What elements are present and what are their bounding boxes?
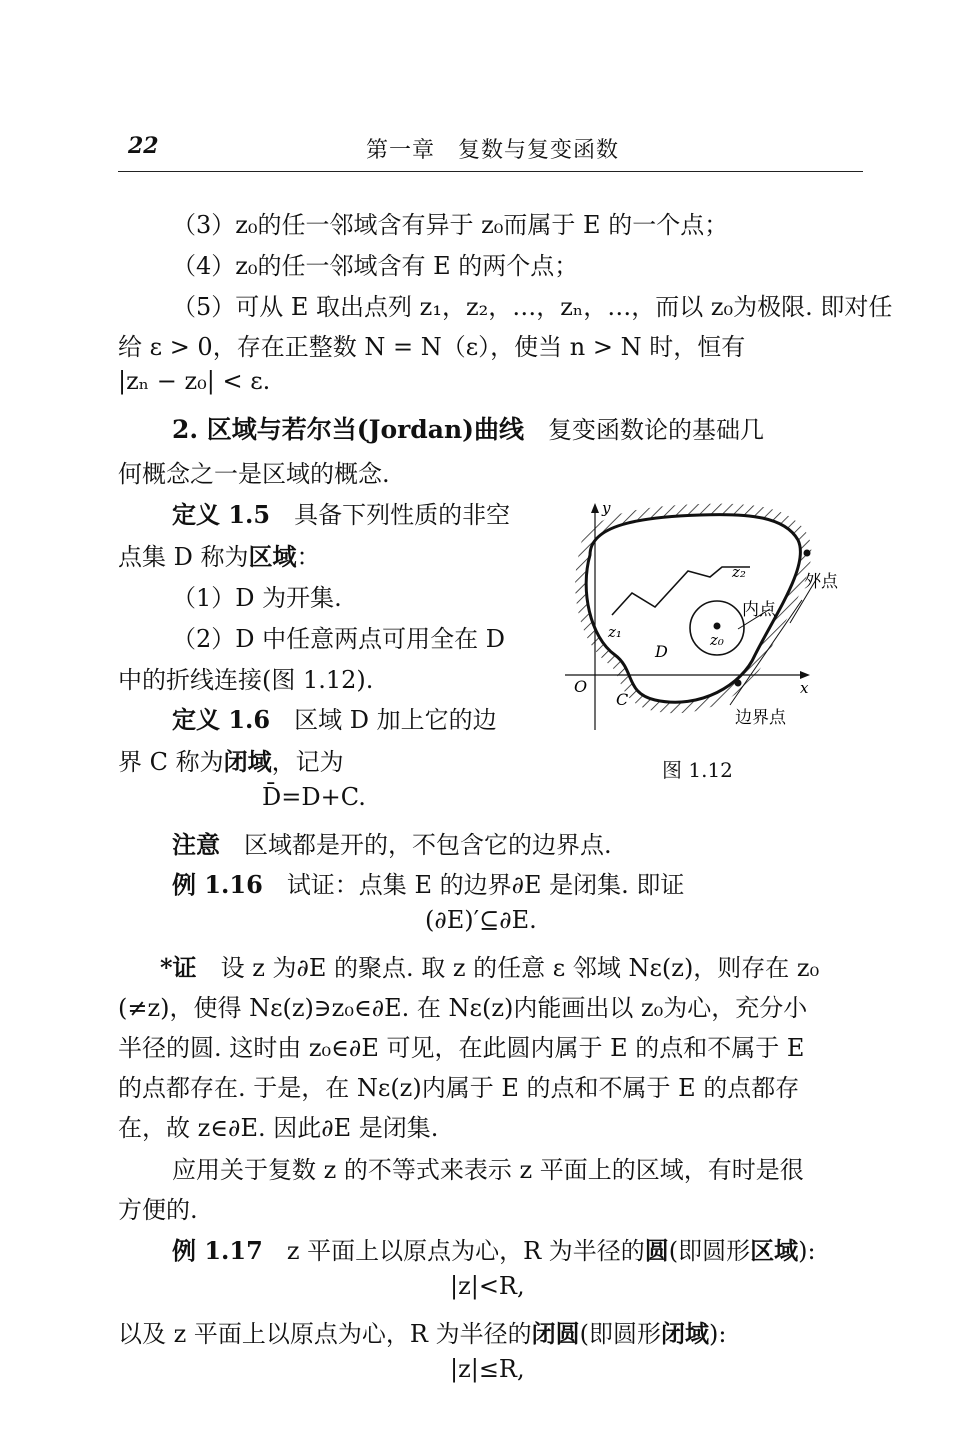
text-line: 何概念之一是区域的概念. — [118, 460, 390, 488]
text-line — [118, 1314, 726, 1349]
label-O: O — [574, 677, 588, 696]
figure-caption: 图 1.12 — [662, 758, 733, 782]
text-line: 的点都存在. 于是，在 Nε(z)内属于 E 的点和不属于 E 的点都存 — [118, 1074, 800, 1102]
label-C: C — [616, 690, 629, 709]
text-line: 给 ε > 0，存在正整数 N = N（ε），使当 n > N 时，恒有 — [118, 333, 746, 361]
proof-line — [160, 948, 819, 983]
label-boundary: 边界点 — [735, 708, 786, 728]
term-bold: 区域 — [248, 542, 297, 571]
text-line: （5）可从 E 取出点列 z₁，z₂，…，zₙ，…，而以 z₀为极限. 即对任 — [172, 293, 893, 321]
example-line — [172, 1231, 816, 1266]
text-span: ，记为 — [271, 748, 344, 776]
text-line: (≠z)，使得 Nε(z)∋z₀∈∂E. 在 Nε(z)内能画出以 z₀为心，充分小 — [118, 994, 808, 1022]
formula: |z|<R, — [450, 1272, 525, 1300]
text-span: (即圆形 — [579, 1320, 661, 1348]
term-bold: 闭域 — [223, 747, 272, 776]
definition-line — [118, 742, 344, 777]
label-y: y — [602, 499, 611, 517]
text-line: |zₙ − z₀| < ε. — [118, 367, 271, 395]
example-label: 例 1.16 — [172, 870, 263, 899]
text-line: 中的折线连接(图 1.12). — [118, 666, 374, 694]
text-span: z 平面上以原点为心，R 为半径的 — [286, 1237, 645, 1265]
text-span: 区域 D 加上它的边 — [294, 706, 497, 734]
label-D: D — [655, 642, 668, 661]
definition-line: 点集 D 称为区域： — [118, 542, 321, 571]
formula: |z|≤R, — [450, 1355, 525, 1383]
label-exterior: 外点 — [804, 572, 838, 592]
page-number: 22 — [128, 133, 159, 159]
formula: D̄=D+C. — [262, 783, 366, 811]
term-bold: 圆 — [644, 1236, 669, 1265]
text-span: ): — [798, 1237, 816, 1265]
label-z0: z₀ — [710, 631, 724, 649]
proof-label: *证 — [160, 953, 197, 982]
label-interior: 内点 — [742, 600, 776, 620]
text-line: 应用关于复数 z 的不等式来表示 z 平面上的区域，有时是很 — [172, 1156, 804, 1184]
y-axis-arrow — [591, 503, 599, 513]
label-z1: z₁ — [608, 623, 622, 641]
text-line: （4）z₀的任一邻域含有 E 的两个点； — [172, 252, 579, 280]
definition-label: 定义 1.6 — [172, 705, 271, 734]
region-figure — [560, 495, 860, 755]
definition-line — [172, 495, 510, 530]
example-line — [172, 865, 684, 900]
section-heading: 2. 区域与若尔当(Jordan)曲线 — [172, 415, 524, 444]
header-rule — [118, 171, 863, 172]
chapter-title: 第一章 复数与复变函数 — [366, 138, 620, 163]
example-label: 例 1.17 — [172, 1236, 263, 1265]
text-line: （2）D 中任意两点可用全在 D — [172, 625, 506, 653]
text-span: ): — [708, 1320, 727, 1348]
text-span: 点集 D 称为 — [118, 543, 249, 571]
exterior-point — [804, 550, 811, 557]
text-line: 半径的圆. 这时由 z₀∈∂E 可见，在此圆内属于 E 的点和不属于 E — [118, 1034, 805, 1062]
text-line: 方便的. — [118, 1196, 198, 1224]
section-heading-line — [172, 410, 764, 446]
note-line — [172, 825, 612, 860]
text-line: （3）z₀的任一邻域含有异于 z₀而属于 E 的一个点； — [172, 211, 729, 239]
definition-label: 定义 1.5 — [172, 500, 271, 529]
label-x: x — [800, 679, 809, 697]
text-span: 界 C 称为 — [118, 748, 224, 776]
text-span: 复变函数论的基础几 — [548, 416, 764, 444]
note-label: 注意 — [172, 830, 220, 859]
formula: (∂E)′⊆∂E. — [425, 906, 537, 934]
text-span: (即圆形 — [668, 1237, 751, 1265]
x-axis-arrow — [800, 671, 810, 679]
term-bold: 区域 — [750, 1236, 799, 1265]
text-span: 设 z 为∂E 的聚点. 取 z 的任意 ε 邻域 Nε(z)，则存在 z₀ — [220, 954, 820, 982]
text-span: 试证：点集 E 的边界∂E 是闭集. 即证 — [286, 871, 685, 899]
text-span: 以及 z 平面上以原点为心，R 为半径的 — [118, 1320, 532, 1348]
z0-point — [714, 623, 721, 630]
boundary-point — [735, 680, 742, 687]
definition-line — [172, 700, 497, 735]
term-bold: 闭域 — [660, 1319, 709, 1348]
text-line: （1）D 为开集. — [172, 584, 342, 612]
text-span: 区域都是开的，不包含它的边界点. — [244, 831, 612, 859]
text-line: 在，故 z∈∂E. 因此∂E 是闭集. — [118, 1114, 439, 1142]
label-z2: z₂ — [732, 563, 746, 581]
text-span: 具备下列性质的非空 — [294, 501, 511, 529]
term-bold: 闭圆 — [531, 1319, 580, 1348]
